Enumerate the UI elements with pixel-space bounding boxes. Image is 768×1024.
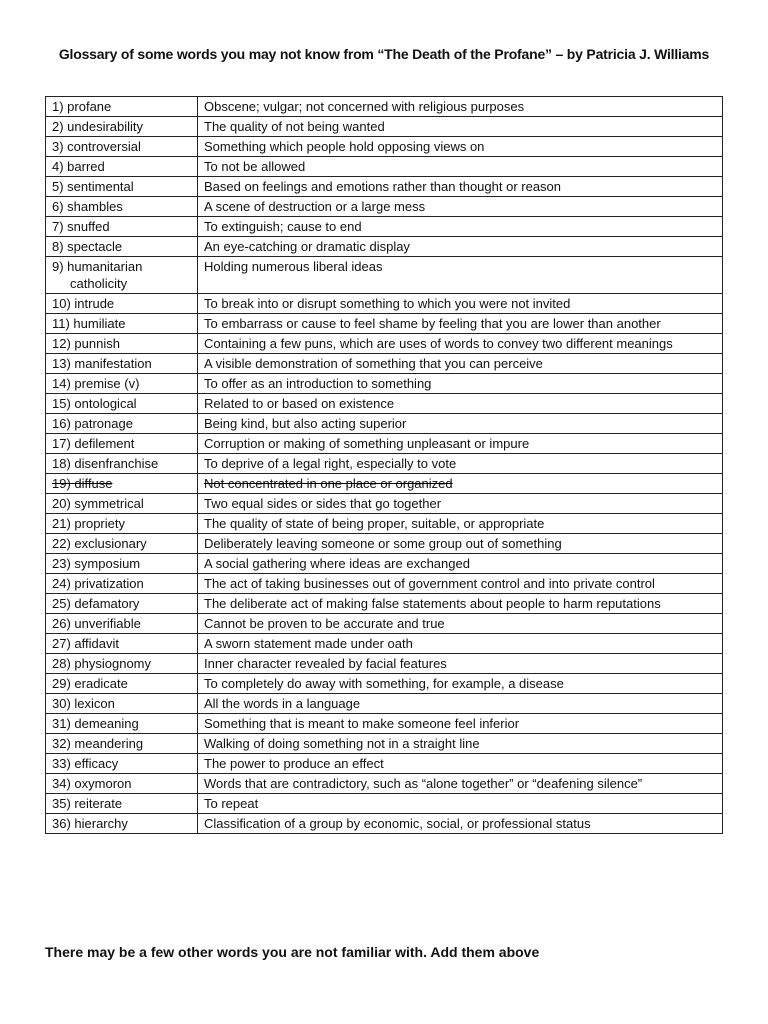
definition-text: Deliberately leaving someone or some group out of something [204, 536, 562, 551]
table-row [46, 394, 723, 414]
term-text: 1) profane [52, 99, 112, 114]
definition-text: Based on feelings and emotions rather than thought or reason [204, 179, 562, 194]
term-cell [46, 454, 198, 474]
table-row [46, 554, 723, 574]
term-cell [46, 494, 198, 514]
definition-cell [198, 157, 723, 177]
term-cell [46, 514, 198, 534]
definition-cell [198, 614, 723, 634]
definition-text: Cannot be proven to be accurate and true [204, 616, 445, 631]
term-text: 21) propriety [52, 516, 125, 531]
term-text: 15) ontological [52, 396, 137, 411]
term-cell [46, 177, 198, 197]
table-row [46, 614, 723, 634]
term-text: 14) premise (v) [52, 376, 140, 391]
definition-cell [198, 554, 723, 574]
table-row [46, 534, 723, 554]
table-row [46, 734, 723, 754]
term-text: 35) reiterate [52, 796, 123, 811]
term-text: 2) undesirability [52, 119, 144, 134]
glossary-body [46, 97, 723, 834]
table-row [46, 794, 723, 814]
table-row [46, 314, 723, 334]
definition-text: To extinguish; cause to end [204, 219, 362, 234]
definition-text: To completely do away with something, for example, a disease [204, 676, 564, 691]
table-row [46, 634, 723, 654]
term-cell [46, 814, 198, 834]
table-row [46, 157, 723, 177]
definition-text: Being kind, but also acting superior [204, 416, 407, 431]
term-cell [46, 714, 198, 734]
definition-cell [198, 534, 723, 554]
definition-cell [198, 137, 723, 157]
definition-cell [198, 394, 723, 414]
term-text: 10) intrude [52, 296, 115, 311]
term-cell [46, 594, 198, 614]
term-text-line2: catholicity [70, 276, 128, 291]
term-text: 6) shambles [52, 199, 123, 214]
definition-cell [198, 314, 723, 334]
definition-cell [198, 237, 723, 257]
definition-cell [198, 257, 723, 294]
definition-text: Words that are contradictory, such as “alone together” or “deafening silence” [204, 776, 643, 791]
definition-text: To embarrass or cause to feel shame by feeling that you are lower than another [204, 316, 661, 331]
term-text: 13) manifestation [52, 356, 152, 371]
table-row [46, 454, 723, 474]
definition-cell [198, 634, 723, 654]
term-text: 4) barred [52, 159, 105, 174]
term-text: 22) exclusionary [52, 536, 147, 551]
term-cell [46, 634, 198, 654]
term-cell [46, 294, 198, 314]
definition-cell [198, 694, 723, 714]
definition-text: Something which people hold opposing views on [204, 139, 485, 154]
table-row [46, 674, 723, 694]
definition-text: Obscene; vulgar; not concerned with religious purposes [204, 99, 525, 114]
definition-text: Walking of doing something not in a straight line [204, 736, 480, 751]
document-title: Glossary of some words you may not know from “The Death of the Profane” – by Patricia J. Williams [58, 46, 710, 62]
term-cell [46, 654, 198, 674]
term-cell [46, 374, 198, 394]
definition-cell [198, 594, 723, 614]
table-row [46, 257, 723, 294]
table-row [46, 414, 723, 434]
definition-cell [198, 97, 723, 117]
definition-cell [198, 494, 723, 514]
definition-cell [198, 734, 723, 754]
term-text: 7) snuffed [52, 219, 110, 234]
term-text: 3) controversial [52, 139, 141, 154]
definition-cell [198, 654, 723, 674]
term-text: 33) efficacy [52, 756, 119, 771]
term-cell [46, 754, 198, 774]
definition-text: Related to or based on existence [204, 396, 395, 411]
term-text: 11) humiliate [52, 316, 126, 331]
definition-text: A social gathering where ideas are exchanged [204, 556, 470, 571]
definition-text: Containing a few puns, which are uses of words to convey two different meanings [204, 336, 673, 351]
term-text: 31) demeaning [52, 716, 139, 731]
term-text: 18) disenfranchise [52, 456, 159, 471]
definition-cell [198, 454, 723, 474]
term-cell [46, 614, 198, 634]
term-cell [46, 534, 198, 554]
table-row [46, 494, 723, 514]
definition-text: The quality of not being wanted [204, 119, 385, 134]
definition-text: A visible demonstration of something that you can perceive [204, 356, 543, 371]
term-text: 34) oxymoron [52, 776, 132, 791]
term-cell [46, 574, 198, 594]
definition-text: A scene of destruction or a large mess [204, 199, 426, 214]
definition-cell [198, 714, 723, 734]
term-cell [46, 217, 198, 237]
definition-text: The act of taking businesses out of government control and into private control [204, 576, 655, 591]
term-text: 17) defilement [52, 436, 135, 451]
definition-cell [198, 774, 723, 794]
definition-cell [198, 197, 723, 217]
term-cell [46, 674, 198, 694]
definition-cell [198, 354, 723, 374]
table-row [46, 117, 723, 137]
table-row [46, 594, 723, 614]
table-row [46, 754, 723, 774]
term-cell [46, 434, 198, 454]
term-text: 30) lexicon [52, 696, 115, 711]
term-cell [46, 354, 198, 374]
definition-cell [198, 514, 723, 534]
term-cell [46, 97, 198, 117]
term-text: 9) humanitarian [52, 259, 143, 274]
term-cell [46, 774, 198, 794]
definition-text: An eye-catching or dramatic display [204, 239, 410, 254]
definition-text: A sworn statement made under oath [204, 636, 413, 651]
term-cell [46, 394, 198, 414]
term-cell [46, 237, 198, 257]
term-cell [46, 734, 198, 754]
table-row [46, 354, 723, 374]
term-text: 26) unverifiable [52, 616, 141, 631]
table-row [46, 97, 723, 117]
term-text: 20) symmetrical [52, 496, 144, 511]
term-cell [46, 117, 198, 137]
table-row [46, 334, 723, 354]
table-row [46, 474, 723, 494]
definition-text: Not concentrated in one place or organized [204, 476, 453, 491]
table-row [46, 137, 723, 157]
term-text: 8) spectacle [52, 239, 123, 254]
definition-text: Something that is meant to make someone feel inferior [204, 716, 520, 731]
term-cell [46, 414, 198, 434]
definition-text: The power to produce an effect [204, 756, 384, 771]
table-row [46, 654, 723, 674]
definition-text: Classification of a group by economic, social, or professional status [204, 816, 591, 831]
definition-cell [198, 434, 723, 454]
term-text: 29) eradicate [52, 676, 128, 691]
table-row [46, 774, 723, 794]
table-row [46, 814, 723, 834]
table-row [46, 197, 723, 217]
definition-cell [198, 474, 723, 494]
definition-text: To repeat [204, 796, 259, 811]
table-row [46, 237, 723, 257]
term-text: 12) punnish [52, 336, 120, 351]
term-text: 25) defamatory [52, 596, 140, 611]
term-cell [46, 694, 198, 714]
definition-text: To offer as an introduction to something [204, 376, 432, 391]
definition-cell [198, 117, 723, 137]
glossary-table [45, 96, 723, 834]
definition-cell [198, 177, 723, 197]
definition-text: All the words in a language [204, 696, 361, 711]
term-cell [46, 314, 198, 334]
definition-text: Holding numerous liberal ideas [204, 259, 383, 274]
term-cell [46, 197, 198, 217]
term-text: 5) sentimental [52, 179, 134, 194]
definition-text: Two equal sides or sides that go together [204, 496, 442, 511]
term-text: 28) physiognomy [52, 656, 151, 671]
table-row [46, 714, 723, 734]
table-row [46, 177, 723, 197]
term-text: 27) affidavit [52, 636, 119, 651]
definition-cell [198, 294, 723, 314]
definition-text: The deliberate act of making false statements about people to harm reputations [204, 596, 661, 611]
term-cell [46, 334, 198, 354]
definition-cell [198, 374, 723, 394]
table-row [46, 434, 723, 454]
definition-cell [198, 414, 723, 434]
term-text: 19) diffuse [52, 476, 113, 491]
table-row [46, 217, 723, 237]
term-cell [46, 257, 198, 294]
term-cell [46, 474, 198, 494]
table-row [46, 694, 723, 714]
definition-cell [198, 217, 723, 237]
definition-text: Corruption or making of something unpleasant or impure [204, 436, 530, 451]
definition-cell [198, 754, 723, 774]
term-text: 16) patronage [52, 416, 133, 431]
definition-cell [198, 334, 723, 354]
definition-text: Inner character revealed by facial features [204, 656, 447, 671]
term-cell [46, 137, 198, 157]
definition-cell [198, 794, 723, 814]
definition-cell [198, 574, 723, 594]
term-text: 32) meandering [52, 736, 144, 751]
definition-cell [198, 674, 723, 694]
definition-text: To break into or disrupt something to which you were not invited [204, 296, 571, 311]
term-text: 23) symposium [52, 556, 141, 571]
term-cell [46, 554, 198, 574]
table-row [46, 374, 723, 394]
table-row [46, 574, 723, 594]
definition-text: To deprive of a legal right, especially to vote [204, 456, 457, 471]
definition-text: To not be allowed [204, 159, 306, 174]
term-cell [46, 794, 198, 814]
term-text: 36) hierarchy [52, 816, 128, 831]
term-cell [46, 157, 198, 177]
table-row [46, 514, 723, 534]
footer-note: There may be a few other words you are not familiar with. Add them above [45, 944, 540, 960]
definition-cell [198, 814, 723, 834]
table-row [46, 294, 723, 314]
definition-text: The quality of state of being proper, suitable, or appropriate [204, 516, 545, 531]
term-text: 24) privatization [52, 576, 144, 591]
